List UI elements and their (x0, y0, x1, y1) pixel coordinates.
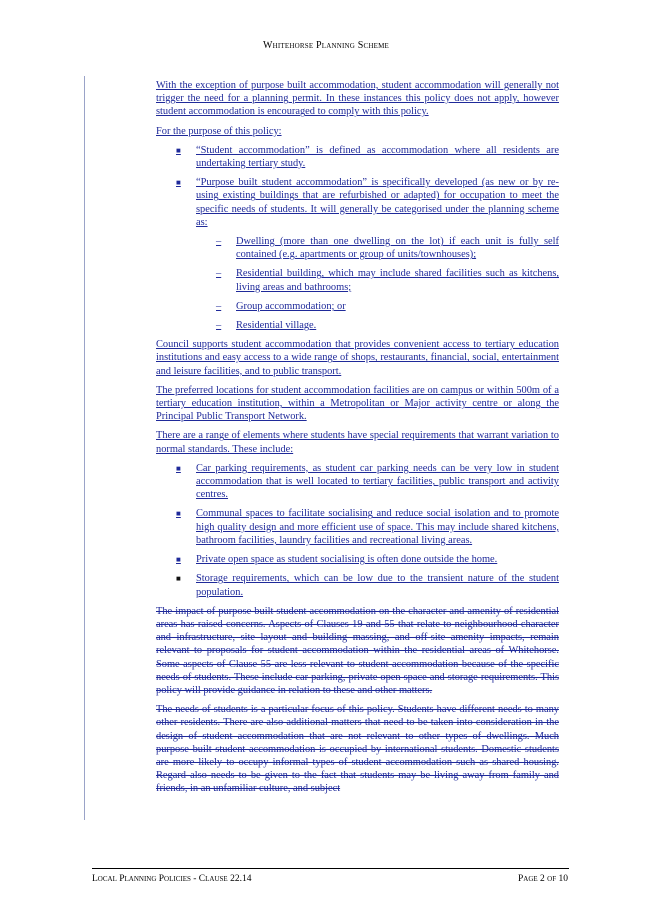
dash-text: Dwelling (more than one dwelling on the lot) if each unit is fully self contained (e.g. apartments or group of units/townhouses); (236, 236, 559, 261)
dash-icon: – (216, 300, 222, 312)
paragraph-preferred-locations: The preferred locations for student accommodation facilities are on campus or within 500m of a tertiary education institution, within a Metropolitan or Major activity centre or along the Principal Public Transport Network. (156, 384, 559, 423)
change-bar (84, 76, 85, 820)
bullet-square-icon: ■ (176, 178, 181, 188)
paragraph-deleted-needs: The needs of students is a particular focus of this policy. Students have different needs to many other residents. There are also additional matters that need to be taken into consideration in the design of student accommodation that are not relevant to other types of dwellings. Much purpose built student accommodation is occupied by international students. Domestic students are more likely to occupy informal types of student accommodation such as shared housing. Regard also needs to be given to the fact that students may be living away from family and friends, in an unfamiliar culture, and subject (156, 704, 559, 795)
bullet-square-icon: ■ (176, 145, 181, 155)
bullet-item (156, 144, 559, 170)
page-header: Whitehorse Planning Scheme (262, 40, 390, 51)
bullet-text: “Purpose built student accommodation” is specifically developed (as new or by re-using existing buildings that are refurbished or adapted) for occupation to meet the specific needs of students. It will generally be categorised under the planning scheme as: (196, 177, 559, 228)
bullet-item (156, 507, 559, 547)
paragraph-council-support: Council supports student accommodation that provides convenient access to tertiary education institutions and easy access to a wide range of shops, restaurants, financial, social, entertainment and leisure facilities, and to public transport. (156, 339, 559, 377)
dash-item (156, 319, 559, 332)
bullet-text: Communal spaces to facilitate socialising and reduce social isolation and to promote high quality design and more efficient use of space. This may include shared kitchens, bathroom facilities, laundry facilities and recreational living areas. (196, 508, 559, 546)
dash-icon: – (216, 320, 222, 332)
dash-item (156, 235, 559, 261)
dash-item (156, 300, 559, 313)
footer-page-number: Page 2 of 10 (518, 874, 568, 884)
dash-icon: – (216, 236, 222, 248)
bullet-item (156, 176, 559, 229)
paragraph-exception: With the exception of purpose built accommodation, student accommodation will generally not trigger the need for a planning permit. In these instances this policy does not apply, however student accommodation is encouraged to comply with this policy. (156, 80, 559, 118)
bullet-text: Storage requirements, which can be low due to the transient nature of the student population. (196, 573, 559, 598)
dash-icon: – (216, 268, 222, 280)
bullet-square-icon: ■ (176, 463, 181, 473)
bullet-square-icon: ■ (176, 509, 181, 519)
bullet-item (156, 572, 559, 598)
dash-text: Residential building, which may include shared facilities such as kitchens, living areas and bathrooms; (236, 268, 559, 293)
dash-item (156, 267, 559, 293)
bullet-text: Car parking requirements, as student car parking needs can be very low in student accommodation that is well located to tertiary facilities, public transport and activity centres. (196, 462, 559, 501)
footer-rule (92, 868, 569, 869)
bullet-square-icon: ■ (176, 574, 181, 584)
paragraph-elements: There are a range of elements where students have special requirements that warrant variation to normal standards. These include: (156, 430, 559, 455)
bullet-square-icon: ■ (176, 555, 181, 565)
bullet-item (156, 553, 559, 566)
footer-clause: Local Planning Policies - Clause 22.14 (92, 874, 252, 884)
dash-text: Residential village. (236, 320, 317, 332)
paragraph-purpose: For the purpose of this policy: (156, 125, 282, 137)
bullet-item (156, 462, 559, 502)
bullet-text: Private open space as student socialising is often done outside the home. (196, 554, 498, 566)
bullet-text: “Student accommodation” is defined as accommodation where all residents are undertaking tertiary study. (196, 144, 559, 170)
document-body (156, 79, 559, 802)
paragraph-deleted-impact: The impact of purpose built student accommodation on the character and amenity of residential areas has raised concerns. Aspects of Clauses 19 and 55 that relate to neighbourhood character and infrastructure, site layout and building massing, and off-site amenity impacts, remain relevant to proposals for student accommodation within the residential areas of Whitehorse. Some aspects of Clause 55 are less relevant to student accommodation because of the specific needs of students. These include car parking, private open space and storage requirements. This policy will provide guidance in relation to these and other matters. (156, 605, 559, 696)
dash-text: Group accommodation; or (236, 300, 346, 312)
